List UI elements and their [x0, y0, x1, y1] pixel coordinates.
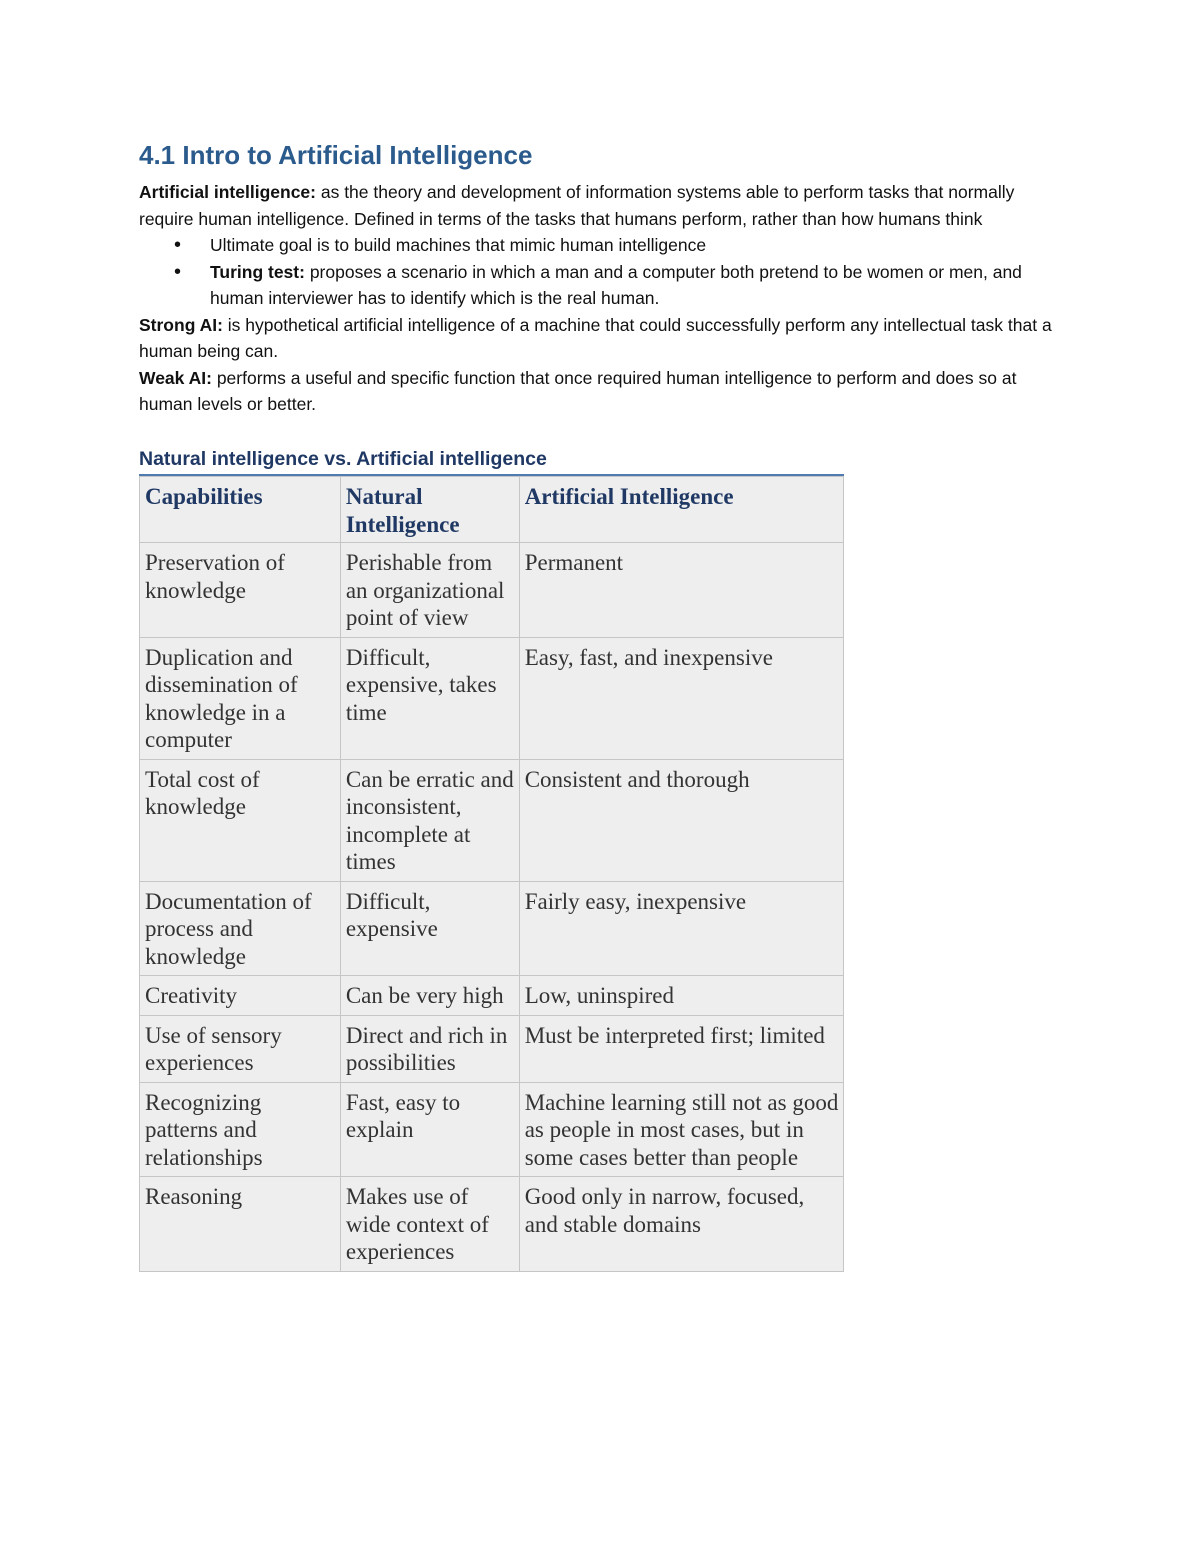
- weak-ai-term: Weak AI:: [139, 367, 212, 388]
- table-cell-capability: Creativity: [140, 976, 341, 1016]
- comparison-table: [139, 476, 844, 1272]
- table-header-row: [140, 477, 844, 543]
- ai-definition-paragraph: [139, 179, 1059, 232]
- table-cell-natural: Can be erratic and inconsistent, incomplete at times: [340, 759, 519, 881]
- table-cell-capability: Total cost of knowledge: [140, 759, 341, 881]
- table-row: [140, 543, 844, 638]
- table-row: [140, 759, 844, 881]
- bullet-item-turing-test: [139, 259, 1059, 312]
- table-cell-capability: Use of sensory experiences: [140, 1015, 341, 1082]
- column-header-natural-intelligence: Natural Intelligence: [340, 477, 519, 543]
- ai-definition-text: as the theory and development of information systems able to perform tasks that normally require human intelligence. Defined in terms of the tasks that humans perform, rather than how humans think: [139, 182, 1015, 229]
- table-cell-artificial: Permanent: [519, 543, 843, 638]
- strong-ai-text: is hypothetical artificial intelligence of a machine that could successfully perform any intellectual task that a human being can.: [139, 314, 1052, 362]
- table-cell-natural: Difficult, expensive, takes time: [340, 637, 519, 759]
- table-cell-natural: Perishable from an organizational point of view: [340, 543, 519, 638]
- table-cell-artificial: Fairly easy, inexpensive: [519, 881, 843, 976]
- table-cell-artificial: Machine learning still not as good as people in most cases, but in some cases better than people: [519, 1082, 843, 1177]
- section-heading: 4.1 Intro to Artificial Intelligence: [139, 140, 533, 170]
- table-cell-capability: Reasoning: [140, 1177, 341, 1272]
- table-cell-artificial: Easy, fast, and inexpensive: [519, 637, 843, 759]
- table-cell-artificial: Consistent and thorough: [519, 759, 843, 881]
- document-page: [139, 140, 1059, 1272]
- table-cell-capability: Documentation of process and knowledge: [140, 881, 341, 976]
- bullet-term: Turing test:: [210, 261, 305, 282]
- table-cell-natural: Direct and rich in possibilities: [340, 1015, 519, 1082]
- bullet-text: proposes a scenario in which a man and a computer both pretend to be women or men, and human interviewer has to identify which is the real human.: [210, 261, 1022, 309]
- bullet-icon: •: [174, 234, 182, 257]
- table-row: [140, 637, 844, 759]
- strong-ai-term: Strong AI:: [139, 314, 223, 335]
- bullet-icon: •: [174, 260, 182, 283]
- table-cell-artificial: Must be interpreted first; limited: [519, 1015, 843, 1082]
- bullet-list: [139, 232, 1059, 312]
- column-header-capabilities: Capabilities: [140, 477, 341, 543]
- bullet-item-goal: [139, 232, 1059, 259]
- table-cell-artificial: Good only in narrow, focused, and stable domains: [519, 1177, 843, 1272]
- table-row: [140, 1082, 844, 1177]
- strong-ai-paragraph: [139, 312, 1059, 365]
- table-cell-capability: Preservation of knowledge: [140, 543, 341, 638]
- weak-ai-text: performs a useful and specific function that once required human intelligence to perform and does so at human levels or better.: [139, 367, 1017, 415]
- column-header-artificial-intelligence: Artificial Intelligence: [519, 477, 843, 543]
- table-cell-capability: Duplication and dissemination of knowledge in a computer: [140, 637, 341, 759]
- bullet-text: Ultimate goal is to build machines that mimic human intelligence: [210, 235, 707, 256]
- table-row: [140, 976, 844, 1016]
- ai-definition-term: Artificial intelligence:: [139, 182, 316, 203]
- table-cell-natural: Difficult, expensive: [340, 881, 519, 976]
- table-cell-artificial: Low, uninspired: [519, 976, 843, 1016]
- comparison-subheading: Natural intelligence vs. Artificial intelligence: [139, 448, 844, 476]
- table-cell-natural: Makes use of wide context of experiences: [340, 1177, 519, 1272]
- table-cell-natural: Can be very high: [340, 976, 519, 1016]
- table-cell-capability: Recognizing patterns and relationships: [140, 1082, 341, 1177]
- table-row: [140, 881, 844, 976]
- table-row: [140, 1177, 844, 1272]
- table-row: [140, 1015, 844, 1082]
- weak-ai-paragraph: [139, 365, 1059, 418]
- table-cell-natural: Fast, easy to explain: [340, 1082, 519, 1177]
